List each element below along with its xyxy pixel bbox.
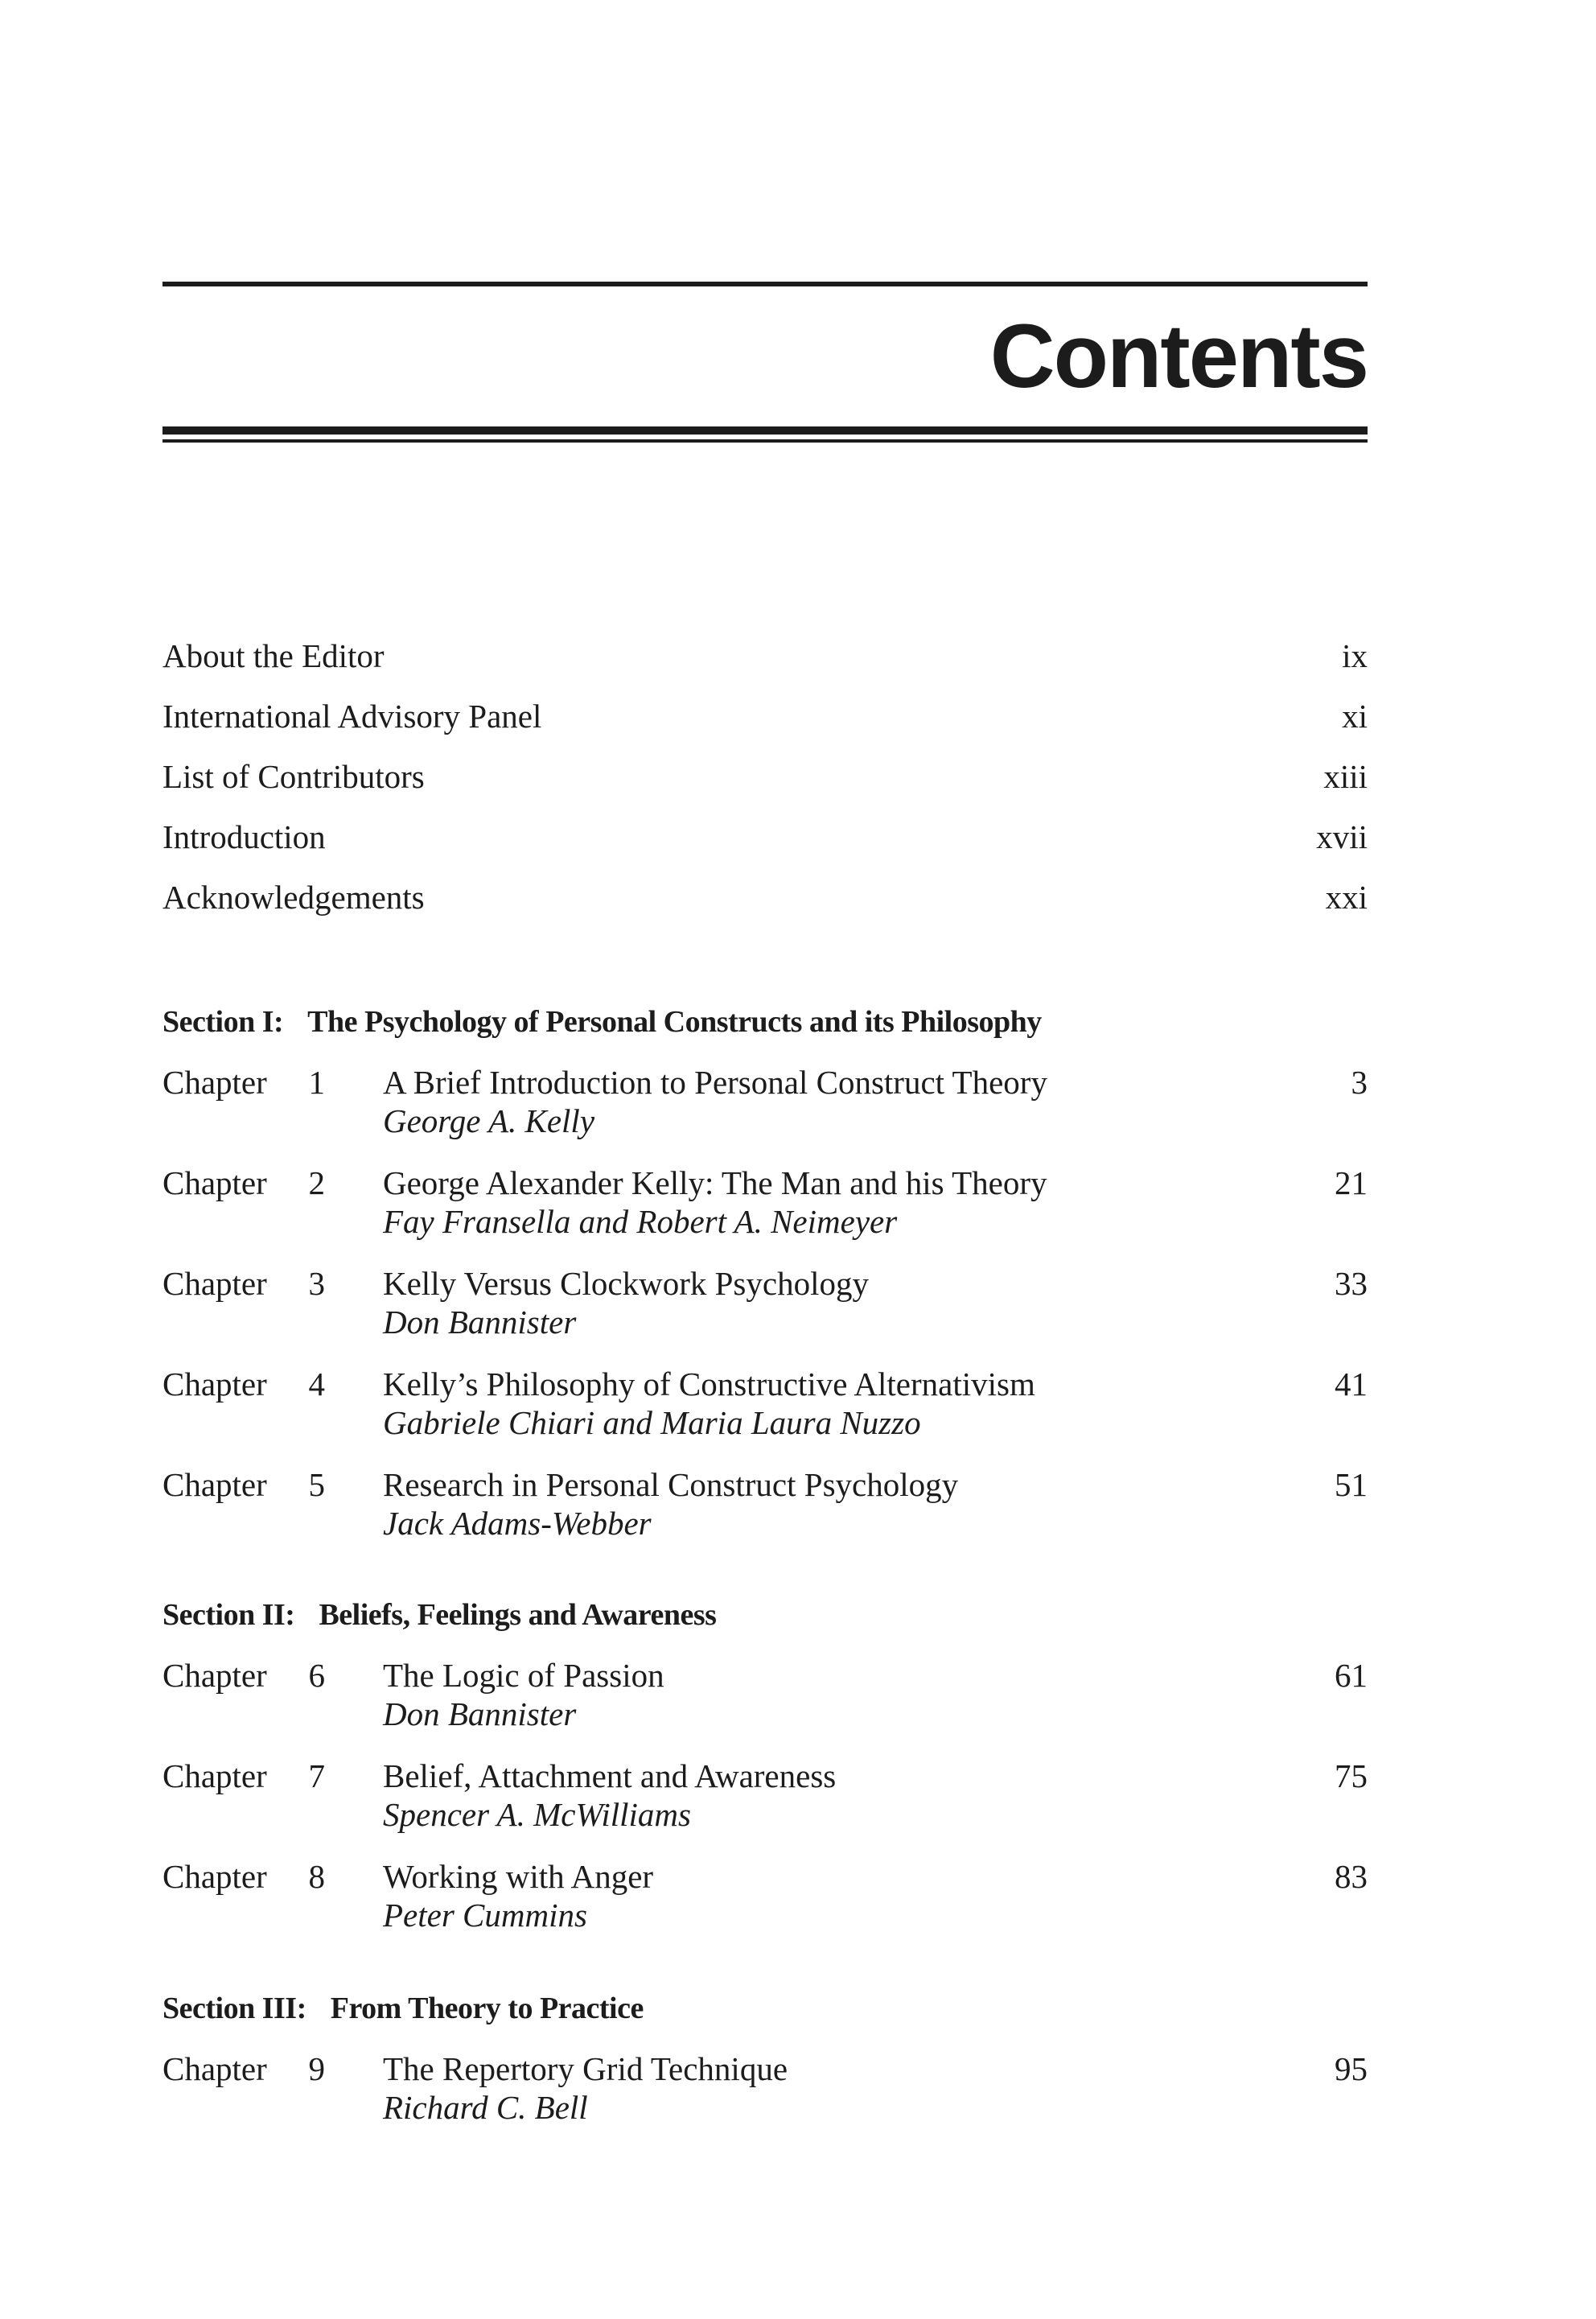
chapter-entry[interactable] xyxy=(162,1263,1368,1364)
section-heading[interactable] xyxy=(162,1989,1368,2049)
front-matter-label: List of Contributors xyxy=(162,758,425,795)
section-2 xyxy=(162,1596,1368,1957)
section-number: Section II: xyxy=(162,1598,295,1632)
chapter-page: 33 xyxy=(1335,1265,1368,1302)
title-rule-thick xyxy=(162,426,1368,435)
section-number: Section I: xyxy=(162,1005,284,1039)
chapter-author: Don Bannister xyxy=(383,1695,577,1732)
front-matter-page: xi xyxy=(1342,698,1368,735)
chapter-title: Working with Anger xyxy=(383,1858,654,1895)
section-number: Section III: xyxy=(162,1992,306,2025)
chapter-page: 51 xyxy=(1335,1466,1368,1503)
chapter-title: George Alexander Kelly: The Man and his Theory xyxy=(383,1164,1047,1201)
front-matter-label: International Advisory Panel xyxy=(162,698,542,735)
chapter-page: 75 xyxy=(1335,1757,1368,1794)
chapter-title: The Logic of Passion xyxy=(383,1657,664,1694)
chapter-author: Don Bannister xyxy=(383,1304,577,1341)
chapter-page: 95 xyxy=(1335,2050,1368,2087)
chapter-author: George A. Kelly xyxy=(383,1102,595,1139)
chapter-author: Gabriele Chiari and Maria Laura Nuzzo xyxy=(383,1404,921,1441)
front-matter-list xyxy=(162,636,1368,937)
chapter-entry[interactable] xyxy=(162,2049,1368,2149)
chapter-author: Spencer A. McWilliams xyxy=(383,1796,691,1833)
chapter-title: Belief, Attachment and Awareness xyxy=(383,1757,837,1794)
chapter-label: Chapter xyxy=(162,1858,267,1895)
front-matter-label: About the Editor xyxy=(162,637,385,674)
top-rule xyxy=(162,282,1368,286)
chapter-number: 2 xyxy=(308,1164,325,1201)
chapter-label: Chapter xyxy=(162,1466,267,1503)
chapter-author: Fay Fransella and Robert A. Neimeyer xyxy=(383,1203,898,1240)
section-title: Beliefs, Feelings and Awareness xyxy=(319,1598,717,1632)
chapter-author: Jack Adams-Webber xyxy=(383,1505,652,1542)
chapter-title: Kelly’s Philosophy of Constructive Alternativism xyxy=(383,1365,1035,1403)
chapter-entry[interactable] xyxy=(162,1364,1368,1464)
front-matter-item[interactable] xyxy=(162,636,1368,696)
chapter-title: A Brief Introduction to Personal Construct Theory xyxy=(383,1064,1047,1101)
chapter-number: 7 xyxy=(308,1757,325,1794)
chapter-label: Chapter xyxy=(162,2050,267,2087)
front-matter-item[interactable] xyxy=(162,696,1368,756)
section-heading[interactable] xyxy=(162,1003,1368,1062)
chapter-number: 9 xyxy=(308,2050,325,2087)
chapter-page: 21 xyxy=(1335,1164,1368,1201)
chapter-entry[interactable] xyxy=(162,1062,1368,1163)
section-title: From Theory to Practice xyxy=(330,1992,644,2025)
front-matter-page: xvii xyxy=(1316,818,1368,855)
chapter-label: Chapter xyxy=(162,1064,267,1101)
front-matter-page: xxi xyxy=(1325,879,1368,916)
front-matter-page: xiii xyxy=(1323,758,1368,795)
chapter-label: Chapter xyxy=(162,1757,267,1794)
section-1 xyxy=(162,1003,1368,1565)
title-rule-thin xyxy=(162,439,1368,443)
chapter-page: 83 xyxy=(1335,1858,1368,1895)
chapter-label: Chapter xyxy=(162,1657,267,1694)
chapter-number: 4 xyxy=(308,1365,325,1403)
chapter-author: Peter Cummins xyxy=(383,1897,587,1934)
chapter-entry[interactable] xyxy=(162,1163,1368,1263)
chapter-label: Chapter xyxy=(162,1164,267,1201)
front-matter-label: Acknowledgements xyxy=(162,879,425,916)
section-heading[interactable] xyxy=(162,1596,1368,1655)
chapter-entry[interactable] xyxy=(162,1655,1368,1756)
page-title: Contents xyxy=(989,306,1368,406)
chapter-label: Chapter xyxy=(162,1265,267,1302)
section-title: The Psychology of Personal Constructs and its Philosophy xyxy=(307,1005,1042,1039)
chapter-page: 61 xyxy=(1335,1657,1368,1694)
chapter-entry[interactable] xyxy=(162,1756,1368,1856)
front-matter-item[interactable] xyxy=(162,817,1368,877)
chapter-entry[interactable] xyxy=(162,1464,1368,1565)
chapter-number: 3 xyxy=(308,1265,325,1302)
section-3 xyxy=(162,1989,1368,2149)
chapter-number: 6 xyxy=(308,1657,325,1694)
chapter-page: 3 xyxy=(1351,1064,1368,1101)
chapter-number: 1 xyxy=(308,1064,325,1101)
front-matter-item[interactable] xyxy=(162,877,1368,937)
front-matter-page: ix xyxy=(1342,637,1368,674)
front-matter-label: Introduction xyxy=(162,818,326,855)
chapter-author: Richard C. Bell xyxy=(383,2089,588,2126)
chapter-number: 8 xyxy=(308,1858,325,1895)
chapter-entry[interactable] xyxy=(162,1856,1368,1957)
chapter-title: Research in Personal Construct Psychology xyxy=(383,1466,959,1503)
chapter-title: The Repertory Grid Technique xyxy=(383,2050,788,2087)
chapter-title: Kelly Versus Clockwork Psychology xyxy=(383,1265,869,1302)
front-matter-item[interactable] xyxy=(162,756,1368,817)
chapter-page: 41 xyxy=(1335,1365,1368,1403)
chapter-label: Chapter xyxy=(162,1365,267,1403)
chapter-number: 5 xyxy=(308,1466,325,1503)
